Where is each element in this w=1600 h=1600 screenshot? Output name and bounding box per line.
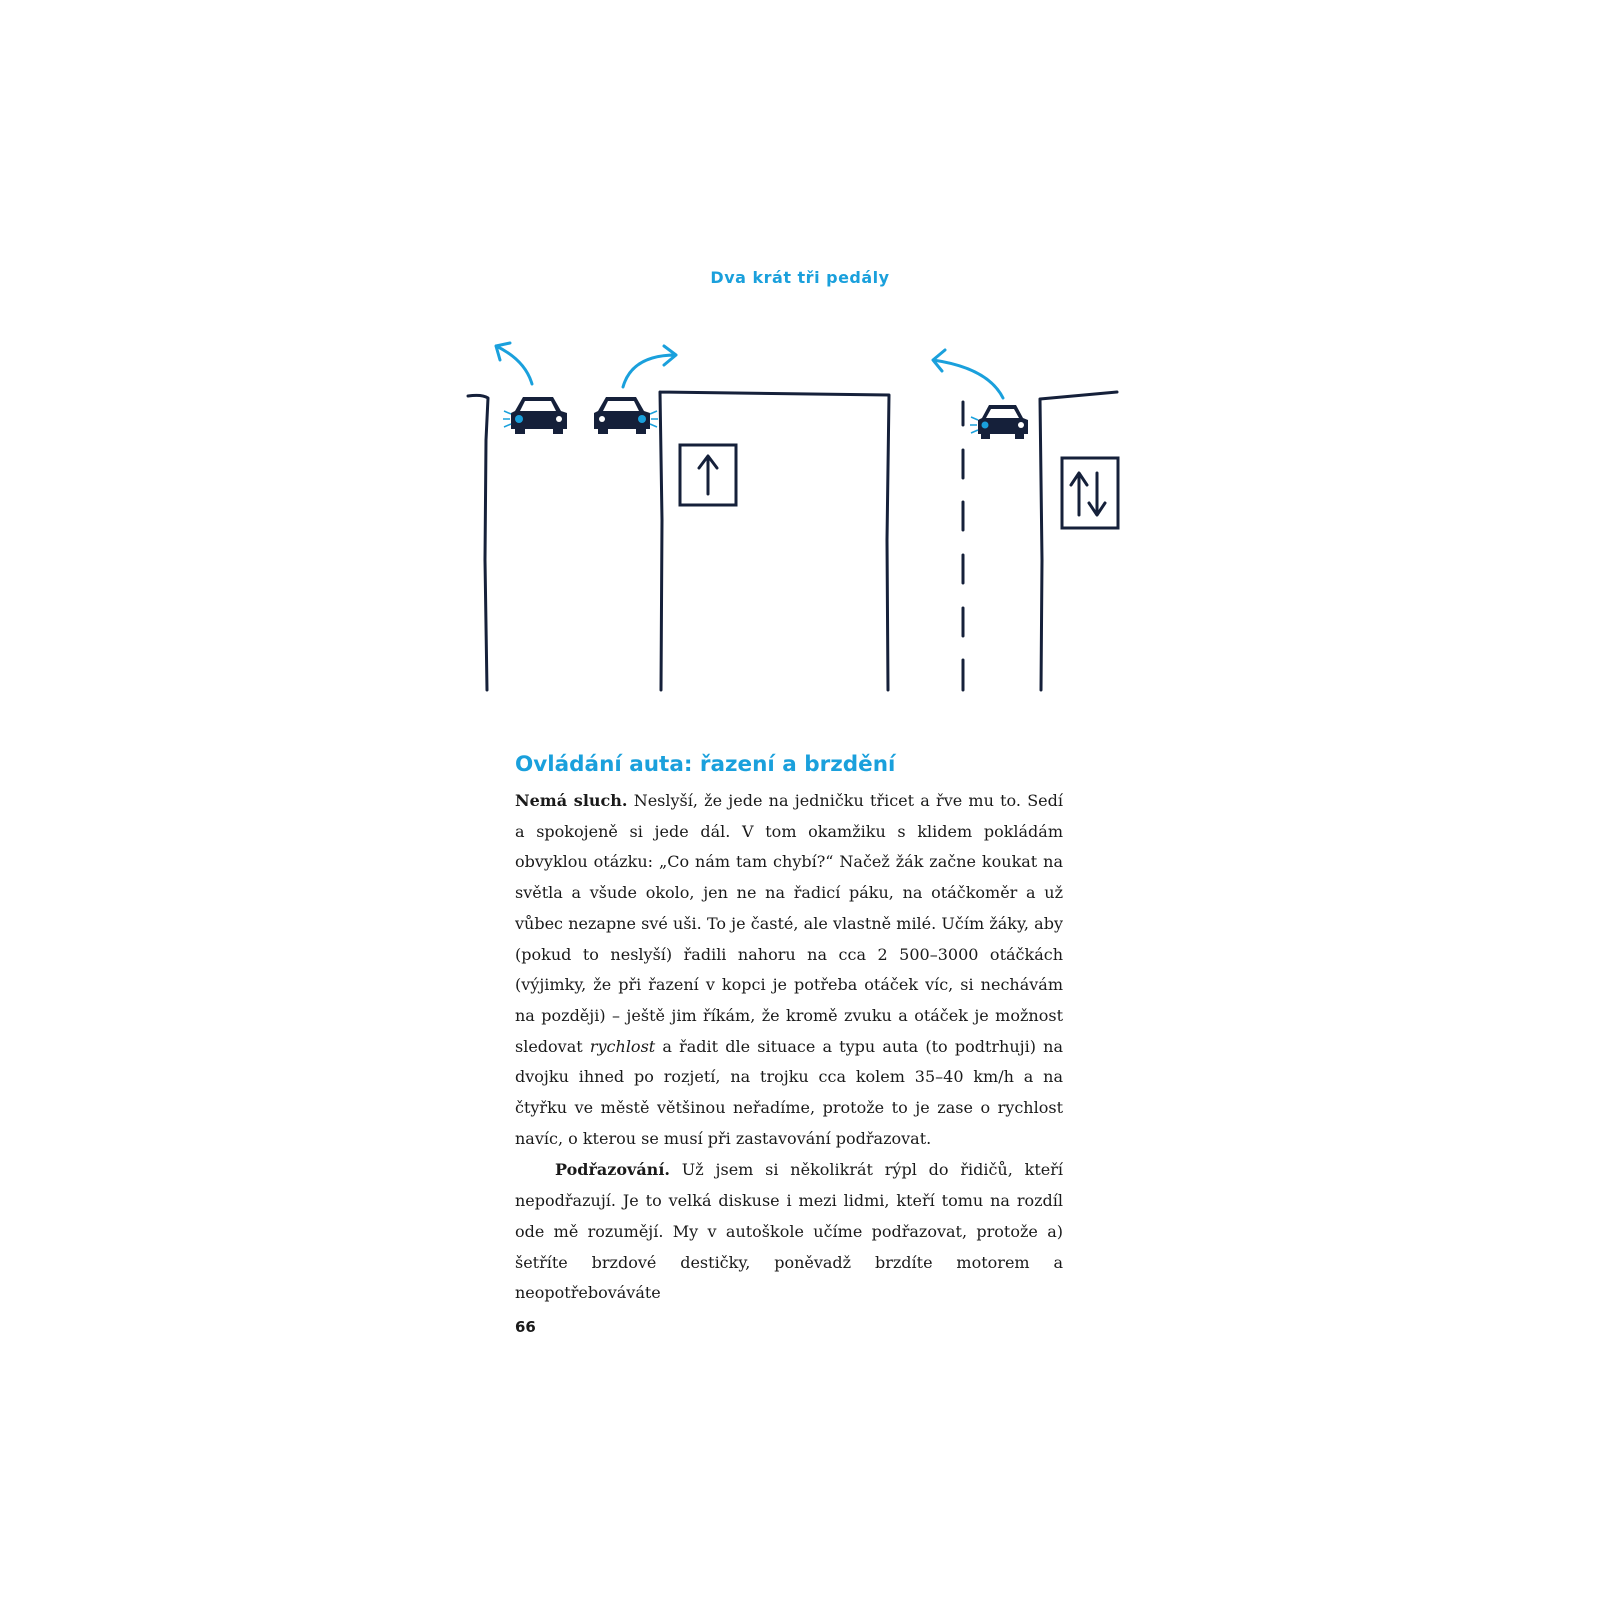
page-number: 66	[515, 1318, 536, 1336]
paragraph-1-text-a: Neslyší, že jede na jedničku třicet a řve mu to. Sedí a spokojeně si jede dál. V tom okamžiku s klidem pokládám obvyklou otázku: „Co nám tam chybí?“ Načež žák začne koukat na světla a všude okolo, jen ne na řadicí páku, na otáčkoměr a už vůbec nezapne své uši. To je časté, ale vlastně milé. Učím žáky, aby (pokud to neslyší) řadili nahoru na cca 2 500–3000 otáčkách (výjimky, že při řazení v kopci je potřeba otáček víc, si nechávám na později) – ještě jim říkám, že kromě zvuku a otáček je možnost sledovat	[515, 791, 1064, 1056]
arrow-turn-left-1	[496, 343, 532, 384]
paragraph-2-lead: Podřazování.	[555, 1160, 670, 1180]
car-two-way-left-turn	[970, 405, 1028, 439]
paragraph-2	[515, 1155, 1063, 1309]
section-heading: Ovládání auta: řazení a brzdění	[515, 752, 896, 777]
one-way-sign	[680, 445, 736, 505]
running-head: Dva krát tři pedály	[710, 268, 890, 287]
car-right-turn	[594, 397, 658, 434]
arrow-turn-left-2	[933, 350, 1003, 398]
paragraph-2-text: Už jsem si několikrát rýpl do řidičů, kteří nepodřazují. Je to velká diskuse i mezi lidmi, kteří tomu na rozdíl ode mě rozumějí. My v autoškole učíme podřazovat, protože a) šetříte brzdové destičky, poněvadž brzdíte motorem a neopotřebováváte	[515, 1160, 1063, 1303]
body-text	[515, 786, 1063, 1309]
road-edge-mid	[660, 392, 889, 690]
paragraph-1-text-b: a řadit dle situace a typu auta (to podtrhuji) na dvojku ihned po rozjetí, na trojku cca kolem 35–40 km/h a na čtyřku ve městě většinou neřadíme, protože to je zase o rychlost navíc, o kterou se musí při zastavování podřazovat.	[515, 1036, 1064, 1148]
paragraph-1	[515, 786, 1063, 1154]
road-edge-right	[1040, 392, 1117, 690]
two-way-sign	[1062, 458, 1118, 528]
paragraph-1-italic: rychlost	[589, 1036, 656, 1056]
paragraph-1-lead: Nemá sluch.	[515, 791, 628, 810]
arrow-turn-right	[623, 346, 676, 387]
road-edge-left	[468, 395, 488, 690]
road-illustration	[0, 0, 1600, 720]
car-left-turn	[503, 397, 567, 434]
